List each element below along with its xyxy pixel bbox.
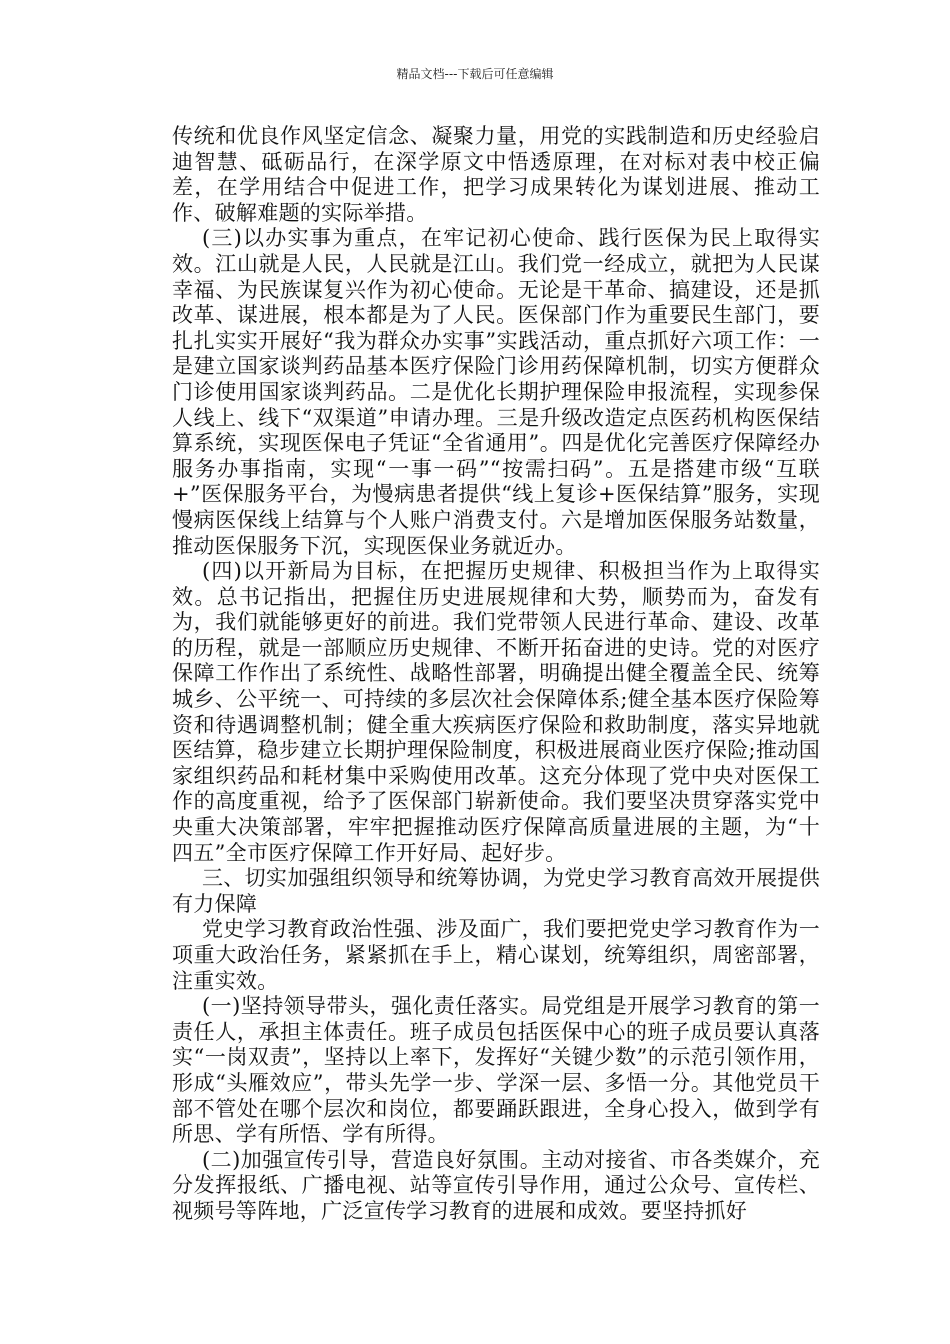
paragraph: 传统和优良作风坚定信念、凝聚力量，用党的实践制造和历史经验启迪智慧、砥砺品行，在深学原文中悟透原理，在对标对表中校正偏差，在学用结合中促进工作，把学习成果转化为谋划进展、推动工作、破解难题的实际举措。	[172, 124, 820, 225]
page-header: 精品文档---下载后可任意编辑	[396, 67, 554, 81]
paragraph: (二)加强宣传引导，营造良好氛围。主动对接省、市各类媒介，充分发挥报纸、广播电视、站等宣传引导作用，通过公众号、宣传栏、视频号等阵地，广泛宣传学习教育的进展和成效。要坚持抓好	[172, 1147, 820, 1223]
paragraph: 党史学习教育政治性强、涉及面广，我们要把党史学习教育作为一项重大政治任务，紧紧抓在手上，精心谋划，统筹组织，周密部署，注重实效。	[172, 917, 820, 993]
section-heading: 三、切实加强组织领导和统筹协调，为党史学习教育高效开展提供有力保障	[172, 866, 820, 916]
paragraph: (四)以开新局为目标，在把握历史规律、积极担当作为上取得实效。总书记指出，把握住历史进展规律和大势，顺势而为，奋发有为，我们就能够更好的前进。我们党带领人民进行革命、建设、改革的历程，就是一部顺应历史规律、不断开拓奋进的史诗。党的对医疗保障工作作出了系统性、战略性部署，明确提出健全覆盖全民、统筹城乡、公平统一、可持续的多层次社会保障体系;健全基本医疗保险筹资和待遇调整机制；健全重大疾病医疗保险和救助制度，落实异地就医结算，稳步建立长期护理保险制度，积极进展商业医疗保险;推动国家组织药品和耗材集中采购使用改革。这充分体现了党中央对医保工作的高度重视，给予了医保部门崭新使命。我们要坚决贯穿落实党中央重大决策部署，牢牢把握推动医疗保障高质量进展的主题，为“十四五”全市医疗保障工作开好局、起好步。	[172, 559, 820, 865]
paragraph: (一)坚持领导带头，强化责任落实。局党组是开展学习教育的第一责任人，承担主体责任。班子成员包括医保中心的班子成员要认真落实“一岗双责”，坚持以上率下，发挥好“关键少数”的示范引领作用，形成“头雁效应”，带头先学一步、学深一层、多悟一分。其他党员干部不管处在哪个层次和岗位，都要踊跃跟进，全身心投入，做到学有所思、学有所悟、学有所得。	[172, 994, 820, 1147]
document-body	[172, 124, 820, 1225]
paragraph: (三)以办实事为重点，在牢记初心使命、践行医保为民上取得实效。江山就是人民，人民就是江山。我们党一经成立，就把为人民谋幸福、为民族谋复兴作为初心使命。无论是干革命、搞建设，还是抓改革、谋进展，根本都是为了人民。医保部门作为重要民生部门，要扎扎实实开展好“我为群众办实事”实践活动，重点抓好六项工作：一是建立国家谈判药品基本医疗保险门诊用药保障机制，切实方便群众门诊使用国家谈判药品。二是优化长期护理保险申报流程，实现参保人线上、线下“双渠道”申请办理。三是升级改造定点医药机构医保结算系统，实现医保电子凭证“全省通用”。四是优化完善医疗保障经办服务办事指南，实现“一事一码”“按需扫码”。五是搭建市级“互联+”医保服务平台，为慢病患者提供“线上复诊+医保结算”服务，实现慢病医保线上结算与个人账户消费支付。六是增加医保服务站数量，推动医保服务下沉，实现医保业务就近办。	[172, 226, 820, 558]
